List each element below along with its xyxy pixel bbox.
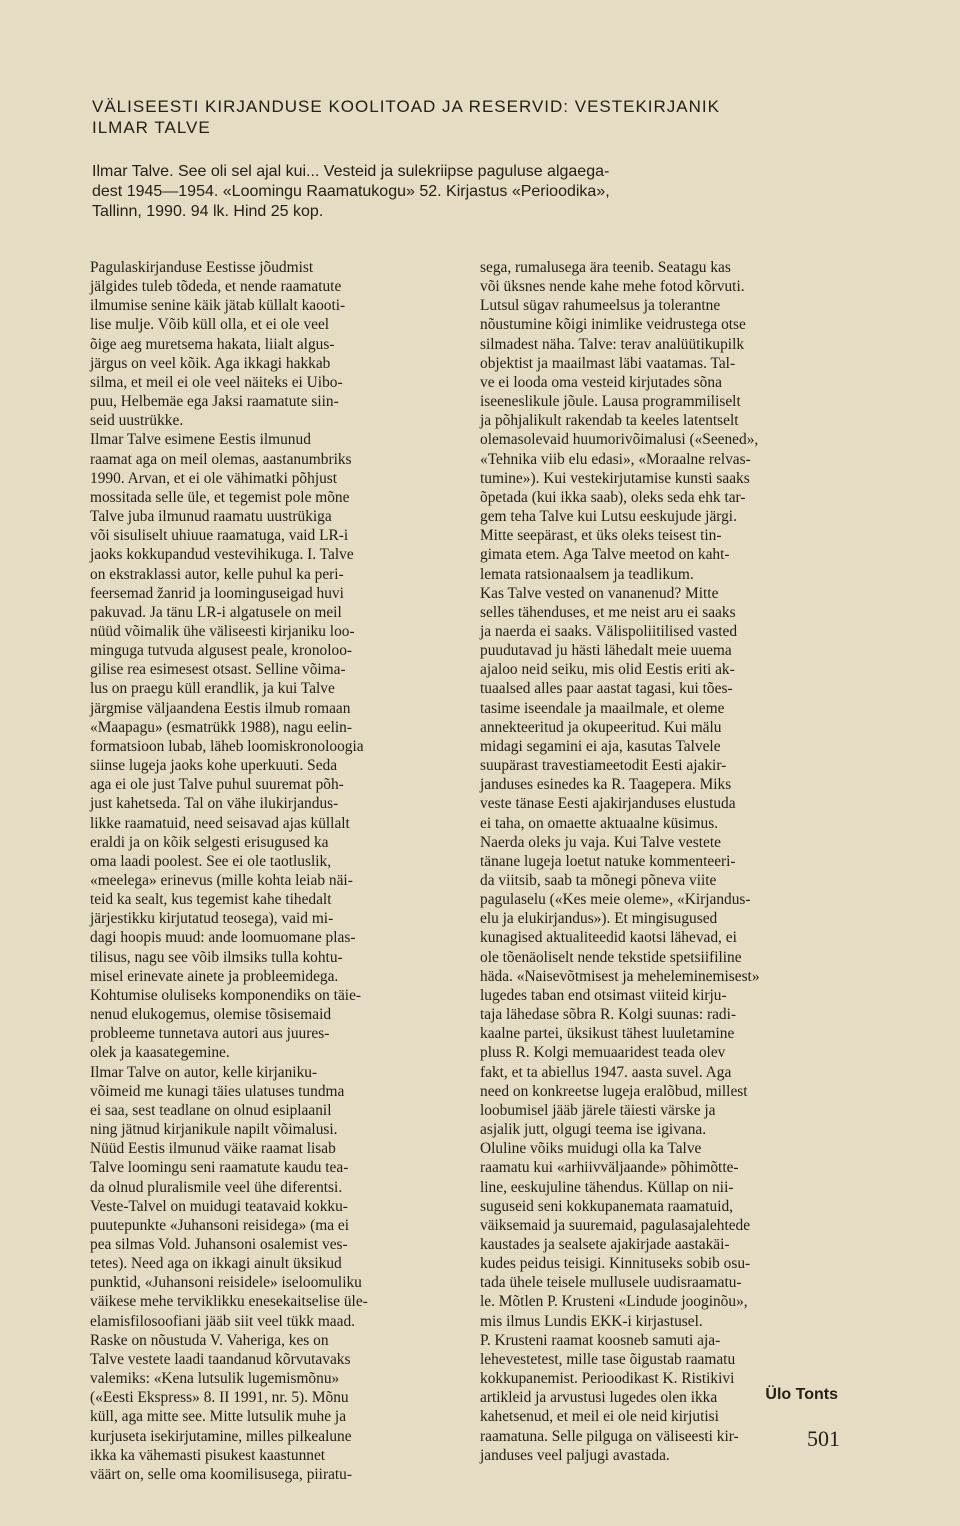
text-line: kahetsenud, et meil ei ole neid kirjutisi <box>480 1408 719 1426</box>
text-line: 1990. Arvan, et ei ole vähimatki põhjust <box>90 469 338 487</box>
text-line: kudes peidus teisigi. Kinnituseks sobib osu- <box>480 1255 751 1273</box>
page-number: 501 <box>807 1426 840 1451</box>
text-line: elu ja elukirjandus»). Et mingisugused <box>480 910 718 928</box>
text-line: võimeid me kunagi täies ulatuses tundma <box>90 1082 345 1100</box>
text-line: pagulaselu («Kes meie oleme», «Kirjandus- <box>480 891 751 909</box>
text-line: lus on praegu küll erandlik, ja kui Talve <box>90 680 335 698</box>
text-line: punktid, «Juhansoni reisidele» iseloomuliku <box>90 1274 362 1292</box>
text-line: Naerda oleks ju vaja. Kui Talve vestete <box>480 833 721 851</box>
text-line: Raske on nõustuda V. Vaheriga, kes on <box>90 1331 329 1349</box>
text-line: suguseid seni kokkupanemata raamatuid, <box>480 1197 734 1215</box>
biblio-line: dest 1945—1954. «Loomingu Raamatukogu» 52. Kirjastus «Perioodika», <box>92 183 610 200</box>
text-line: kokkupanemist. Perioodikast K. Ristikivi <box>480 1370 735 1388</box>
text-line: line, eeskujuline tähendus. Küllap on nii- <box>480 1178 734 1196</box>
right-text-column <box>480 258 842 1465</box>
text-line: mis ilmus Lundis EKK-i kirjastusel. <box>480 1312 703 1330</box>
text-line: gilise rea esimesest otsast. Selline võima- <box>90 661 346 679</box>
left-text-column <box>90 258 452 1484</box>
text-line: «meelega» erinevus (mille kohta leiab näi- <box>90 872 353 889</box>
text-line: need on konkreetse lugeja eralõbud, millest <box>480 1082 748 1100</box>
text-line: lise mulje. Võib küll olla, et ei ole veel <box>90 316 330 334</box>
text-line: või üksnes nende kahe mehe fotod kõrvuti. <box>480 278 745 296</box>
text-line: valemiks: «Kena lutsulik lugemismõnu» <box>90 1370 340 1388</box>
text-line: Talve loomingu seni raamatute kaudu tea- <box>90 1159 349 1177</box>
text-line: janduses esinedes ka R. Taagepera. Miks <box>480 776 732 794</box>
article-title <box>92 96 812 138</box>
text-line: Talve juba ilmunud raamatu uustrükiga <box>90 508 332 526</box>
text-line: ole tõenäoliselt nende tekstide spetsiifiline <box>480 948 742 966</box>
text-line: kurjuseta isekirjutamine, milles pilkealune <box>90 1427 352 1445</box>
text-line: minguga tutvuda algusest peale, kronoloo- <box>90 642 353 660</box>
text-line: pea silmas Vold. Juhansoni osalemist ves- <box>90 1235 348 1253</box>
text-line: teid ka sealt, kus tegemist kahe tihedalt <box>90 891 332 909</box>
text-line: oma laadi poolest. See ei ole taotluslik, <box>90 852 332 870</box>
text-line: väärt on, selle oma koomilisusega, piiratu- <box>90 1465 353 1483</box>
text-line: fakt, et ta abiellus 1947. aasta suvel. Aga <box>480 1063 732 1081</box>
text-line: just kahetseda. Tal on vähe ilukirjandus- <box>90 795 339 813</box>
text-line: jälgides tuleb tõdeda, et nende raamatute <box>90 278 342 296</box>
text-line: puutepunkte «Juhansoni reisidega» (ma ei <box>90 1216 350 1234</box>
text-line: ilmumise senine käik jätab küllalt kaooti- <box>90 297 346 315</box>
text-line: järgus on veel kõik. Aga ikkagi hakkab <box>90 354 331 372</box>
text-line: küll, aga mitte see. Mitte lutsulik muhe ja <box>90 1408 347 1426</box>
text-line: lemata ratsionaalsem ja teadlikum. <box>480 565 694 583</box>
text-line: Mitte seepärast, et üks oleks teisest tin- <box>480 527 722 545</box>
text-line: ei taha, on omaette aktuaalne küsimus. <box>480 814 719 832</box>
bibliographic-reference <box>92 162 792 222</box>
text-line: asjalik jutt, olgugi teema ise igivana. <box>480 1121 707 1139</box>
text-line: gem teha Talve kui Lutsu eeskujude järgi. <box>480 508 737 526</box>
text-line: feersemad žanrid ja loominguseigad huvi <box>90 584 344 602</box>
text-line: gimata etem. Aga Talve meetod on kaht- <box>480 546 730 564</box>
text-line: puu, Helbemäe ega Jaksi raamatute siin- <box>90 393 339 411</box>
text-line: artikleid ja arvustusi lugedes olen ikka <box>480 1389 718 1407</box>
text-line: da viitsib, saab ta mõnegi põneva viite <box>480 872 717 889</box>
text-line: õpetada (kui ikka saab), oleks seda ehk tar- <box>480 488 746 506</box>
text-line: puudutavad ju hästi lähedalt meie uuema <box>480 642 732 660</box>
text-line: väikese mehe terviklikku enesekaitselise üle- <box>90 1293 368 1311</box>
text-line: probleeme tunnetava autori aus juures- <box>90 1025 330 1043</box>
text-line: raamatu kui «arhiivväljaande» põhimõtte- <box>480 1159 739 1177</box>
text-line: on ekstraklassi autor, kelle puhul ka peri- <box>90 565 344 583</box>
text-line: väiksemaid ja suuremaid, pagulasajalehtede <box>480 1216 751 1234</box>
text-line: ei saa, sest teadlane on olnud esiplaanil <box>90 1101 332 1119</box>
text-line: midagi segamini ei aja, kasutas Talvele <box>480 737 721 755</box>
text-line: raamatuna. Selle pilguga on väliseesti kir- <box>480 1427 739 1445</box>
text-line: nüüd võimalik ühe väliseesti kirjaniku loo- <box>90 622 355 640</box>
author-signature: Ülo Tonts <box>765 1386 838 1403</box>
text-line: P. Krusteni raamat koosneb samuti aja- <box>480 1331 721 1349</box>
text-line: taja lähedase sõbra R. Kolgi suunas: radi- <box>480 1006 737 1024</box>
text-line: seid uustrükke. <box>90 412 184 430</box>
text-line: objektist ja maailmast läbi vaatamas. Tal- <box>480 354 736 372</box>
text-line: aga ei ole just Talve puhul suuremat põh- <box>90 776 344 794</box>
title-line: VÄLISEESTI KIRJANDUSE KOOLITOAD JA RESERVID: VESTEKIRJANIK <box>92 97 720 116</box>
text-line: iseeneslikule jõule. Lausa programmiliselt <box>480 393 741 411</box>
text-line: olek ja kaasategemine. <box>90 1044 230 1062</box>
text-line: ve ei looda oma vesteid kirjutades sõna <box>480 373 722 391</box>
text-line: silma, et meil ei ole veel näiteks ei Uibo- <box>90 373 343 391</box>
text-line: Oluline võiks muidugi olla ka Talve <box>480 1140 702 1158</box>
text-line: elamisfilosoofiani jääb siit veel tükk maad. <box>90 1312 355 1330</box>
text-line: tumine»). Kui vestekirjutamise kunsti saaks <box>480 469 750 487</box>
text-line: olemasolevaid huumorivõimalusi («Seened», <box>480 431 759 449</box>
text-line: järgmise väljaandena Eestis ilmub romaan <box>90 699 351 717</box>
text-line: likke raamatuid, need seisavad ajas küllalt <box>90 814 350 832</box>
text-line: järjestikku kirjutatud teosega), vaid mi- <box>90 910 334 928</box>
text-line: kunagised aktualiteedid kaotsi lähevad, ei <box>480 929 737 947</box>
text-line: kaalne partei, üksikust tähest luuletamine <box>480 1025 735 1043</box>
text-line: dagi hoopis muud: ande loomuomane plas- <box>90 929 356 947</box>
text-line: «Tehnika viib elu edasi», «Moraalne relvas- <box>480 450 751 468</box>
text-line: Talve vestete laadi taandanud kõrvutavaks <box>90 1350 351 1368</box>
text-line: («Eesti Ekspress» 8. II 1991, nr. 5). Mõnu <box>90 1389 349 1407</box>
text-line: janduses veel paljugi avastada. <box>480 1446 670 1464</box>
text-line: nenud elukogemus, olemise tõsisemaid <box>90 1006 332 1024</box>
biblio-line: Tallinn, 1990. 94 lk. Hind 25 kop. <box>92 203 324 220</box>
text-line: ajaloo neid seiku, mis olid Eestis eriti ak- <box>480 661 735 679</box>
text-line: annekteeritud ja okupeeritud. Kui mälu <box>480 718 722 736</box>
text-line: Ilmar Talve esimene Eestis ilmunud <box>90 431 311 449</box>
text-line: lehevestetest, mille tase õigustab raamatu <box>480 1350 736 1368</box>
text-line: loobumisel jääb järele täiesti värske ja <box>480 1101 716 1119</box>
text-line: Nüüd Eestis ilmunud väike raamat lisab <box>90 1140 336 1158</box>
text-line: pakuvad. Ja tänu LR-i algatusele on meil <box>90 603 342 621</box>
text-line: ja põhjalikult rakendab ta keeles latentselt <box>480 412 739 430</box>
text-line: sega, rumalusega ära teenib. Seatagu kas <box>480 259 731 276</box>
text-line: tasime iseendale ja maailmale, et oleme <box>480 699 725 717</box>
text-line: ning jätnud kirjanikule napilt võimalusi. <box>90 1121 338 1139</box>
text-line: veste tänase Eesti ajakirjanduses elustuda <box>480 795 736 813</box>
text-line: tilisus, nagu see võib ilmsiks tulla kohtu- <box>90 948 343 966</box>
text-line: suupärast travestiameetodit Eesti ajakir- <box>480 757 727 775</box>
text-line: Lutsul sügav rahumeelsus ja tolerantne <box>480 297 721 315</box>
title-line: ILMAR TALVE <box>92 118 211 137</box>
text-line: silmadest näha. Talve: terav analüütikupilk <box>480 335 745 353</box>
text-line: misel erinevate ainete ja probleemidega. <box>90 967 339 985</box>
text-line: lugedes taban end otsimast viiteid kirju- <box>480 986 727 1004</box>
text-line: Kas Talve vested on vananenud? Mitte <box>480 584 719 602</box>
text-line: Kohtumise oluliseks komponendiks on täie- <box>90 986 362 1004</box>
text-line: eraldi ja on kõik selgesti erisugused ka <box>90 833 329 851</box>
text-line: Pagulaskirjanduse Eestisse jõudmist <box>90 259 314 276</box>
text-line: Ilmar Talve on autor, kelle kirjaniku- <box>90 1063 318 1081</box>
text-line: häda. «Naisevõtmisest ja meheleminemisest» <box>480 967 760 985</box>
text-line: või sisuliselt uhiuue raamatuga, vaid LR-i <box>90 527 349 545</box>
biblio-line: Ilmar Talve. See oli sel ajal kui... Vesteid ja sulekriipse paguluse algaega- <box>92 163 610 180</box>
text-line: ja naerda ei saaks. Välispoliitilised vasted <box>480 622 738 640</box>
text-line: tetes). Need aga on ikkagi ainult üksikud <box>90 1255 342 1273</box>
text-line: le. Mõtlen P. Krusteni «Lindude jooginõu», <box>480 1293 748 1311</box>
text-line: nõustumine kõigi inimlike veidrustega otse <box>480 316 746 334</box>
text-line: tada ühele teisele mullusele uudisraamatu- <box>480 1274 742 1292</box>
text-line: pluss R. Kolgi memuaaridest teada olev <box>480 1044 726 1062</box>
text-line: selles tähenduses, et me neist aru ei saaks <box>480 603 736 621</box>
text-line: tänane lugeja loetut natuke kommenteeri- <box>480 852 736 870</box>
text-line: mossitada selle üle, et tegemist pole mõne <box>90 488 350 506</box>
text-line: Veste-Talvel on muidugi teatavaid kokku- <box>90 1197 348 1215</box>
text-line: «Maapagu» (esmatrükk 1988), nagu eelin- <box>90 718 352 736</box>
text-line: tuaalsed alles paar aastat tagasi, kui tões- <box>480 680 733 698</box>
text-line: õige aeg muretsema hakata, liialt algus- <box>90 335 335 353</box>
text-line: kaustades ja sealsete ajakirjade aastakäi- <box>480 1235 730 1253</box>
text-line: jaoks kokkupandud vestevihikuga. I. Talve <box>90 546 354 564</box>
text-line: da olnud pluralismile veel ühe diferentsi. <box>90 1178 343 1196</box>
text-line: raamat aga on meil olemas, aastanumbriks <box>90 450 352 468</box>
text-line: ikka ka vähemasti pisukest kaastunnet <box>90 1446 326 1464</box>
text-line: formatsioon lubab, läheb loomiskronoloogia <box>90 737 364 755</box>
text-line: siinse lugeja jaoks kohe uperkuuti. Seda <box>90 757 338 775</box>
